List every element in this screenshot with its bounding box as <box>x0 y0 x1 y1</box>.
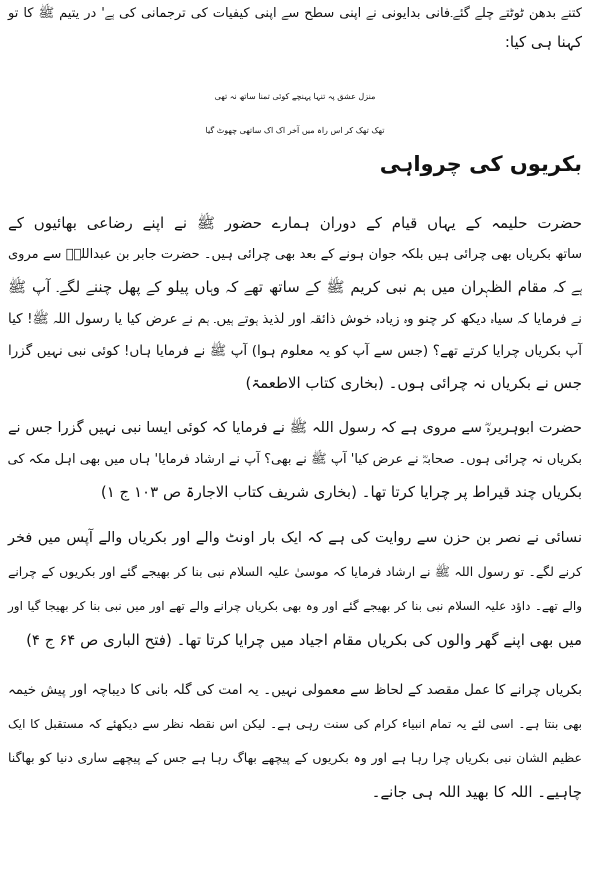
paragraph-line: حضرت ابوہریرہؓ سے مروی ہے کہ رسول اللہ ﷺ نے فرمایا کہ کوئی ایسا نبی نہیں گزرا جس نے <box>8 420 582 436</box>
citation-line: جس نے بکریاں نہ چرائی ہوں۔ (بخاری کتاب الاطعمۃ) <box>245 374 582 392</box>
paragraph-line: چاہیے۔ اللہ کا بھید اللہ ہی جانے۔ <box>371 783 582 801</box>
paragraph-line: کرنے لگے۔ تو رسول اللہ ﷺ نے ارشاد فرمایا کہ موسیٰ علیہ السلام نبی بنا کر بھیجے گئے اور بکریوں کے چرانے <box>8 564 582 579</box>
paragraph-line: نسائی نے نصر بن حزن سے روایت کی ہے کہ ایک بار اونٹ والے اور بکریاں والے آپس میں فخر <box>8 530 582 546</box>
paragraph-line: بھی بنتا ہے۔ اسی لئے یہ تمام انبیاء کرام کی سنت رہی ہے۔ لیکن اس نقطہ نظر سے دیکھئے کہ مستقبل کا ایک <box>8 717 582 731</box>
paragraph-line: ساتھ بکریاں بھی چرائی ہیں بلکہ جوان ہونے کے بعد بھی چرائی ہیں۔ حضرت جابر بن عبداللہؓ سے مروی <box>8 247 582 262</box>
paragraph-line: عظیم الشان نبی بکریاں چرا رہا ہے اور وہ بکریوں کے پیچھے بھاگ رہا ہے جس کے پیچھے ساری دنیا کو بھاگنا <box>8 750 582 765</box>
paragraph-line: والے تھے۔ داؤد علیہ السلام نبی بنا کر بھیجے گئے اور وہ بھی بکریاں چرانے والے تھے اور میں نبی بنا کر بھیجا گیا اور <box>8 599 582 613</box>
paragraph-line: ہے کہ مقام الظہران میں ہم نبی کریم ﷺ کے ساتھ تھے کہ وہاں پیلو کے پھل چننے لگے۔ آپ ﷺ <box>8 278 582 296</box>
citation-line: بکریاں چند قیراط پر چرایا کرتا تھا۔ (بخاری شریف کتاب الاجارۃ ص ۱۰۳ ج ۱) <box>100 483 582 501</box>
poetry-verse: تھک تھک کر اس راہ میں آخر اک اک ساتھی چھوٹ گیا <box>205 126 385 135</box>
section-heading: بکریوں کی چرواہی <box>379 152 582 176</box>
paragraph-line: بکریاں چرانے کا عمل مقصد کے لحاظ سے معمولی نہیں۔ یہ امت کی گلہ بانی کا دیباچہ اور پیش خیمہ <box>8 682 582 698</box>
citation-line: میں بھی اپنے گھر والوں کی بکریاں مقام اجیاد میں چرایا کرتا تھا۔ (فتح الباری ص ۶۴ ج ۴) <box>26 631 582 649</box>
text-line: کتنے بدھن ٹوٹتے چلے گئے۔فانی بدایونی نے اپنی سطح سے اپنی کیفیات کی ترجمانی کی ہے' در یتیم ﷺ کا تو <box>8 6 582 21</box>
poetry-verse: منزل عشق پہ تنہا پہنچے کوئی تمنا ساتھ نہ تھی <box>214 92 376 101</box>
text-line: کہنا ہی کیا: <box>504 33 582 51</box>
paragraph-line: بکریاں نہ چرائی ہوں۔ صحابہؓ نے عرض کیا' آپ ﷺ نے بھی؟ آپ نے ارشاد فرمایا' ہاں میں بھی اہل مکہ کی <box>7 452 582 467</box>
paragraph-line: آپ بکریاں چرایا کرتے تھے؟ (جس سے آپ کو یہ معلوم ہوا) آپ ﷺ نے فرمایا ہاں! کوئی نبی نہیں گزرا <box>8 343 582 359</box>
paragraph-line: نے فرمایا کہ سیاہ دیکھ کر چنو وہ زیادہ خوش ذائقہ اور لذیذ ہوتے ہیں۔ ہم نے عرض کیا یا رسول اللہ ﷺ! کیا <box>8 311 582 327</box>
paragraph-line: حضرت حلیمہ کے یہاں قیام کے دوران ہمارے حضور ﷺ نے اپنے رضاعی بھائیوں کے <box>8 214 582 232</box>
